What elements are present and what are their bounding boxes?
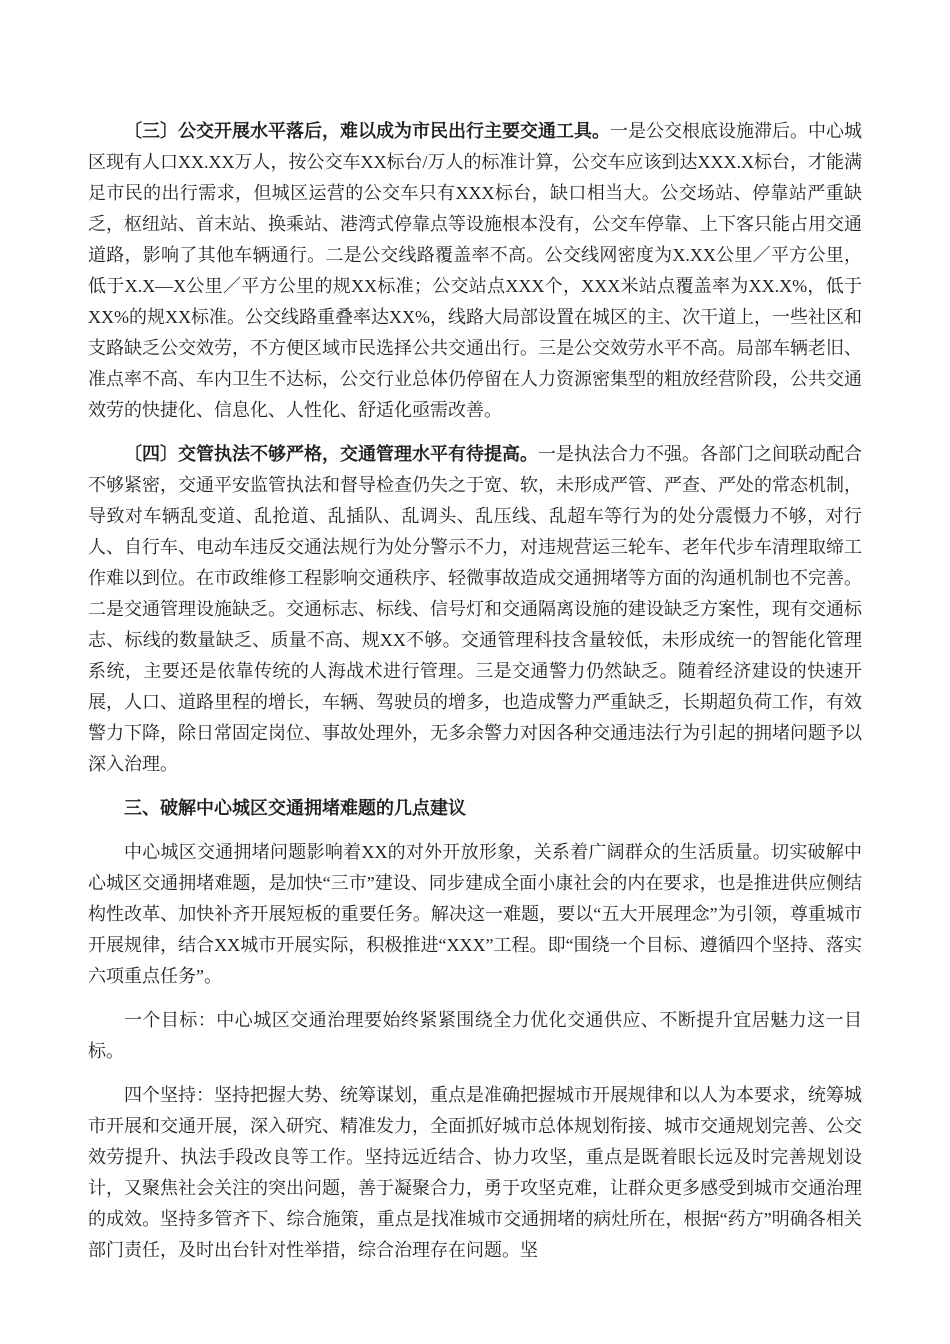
paragraph-lead: 〔四〕交管执法不够严格，交通管理水平有待提高。 [124, 444, 538, 464]
paragraph-body: 一是执法合力不强。各部门之间联动配合不够紧密，交通平安监管执法和督导检查仍失之于宽、软，未形成严管、严查、严处的常态机制，导致对车辆乱变道、乱抢道、乱插队、乱调头、乱压线、乱超车等行为的处分震慑力不够，对行人、自行车、电动车违反交通法规行为处分警示不力，对违规营运三轮车、老年代步车清理取缔工作难以到位。在市政维修工程影响交通秩序、轻微事故造成交通拥堵等方面的沟通机制也不完善。二是交通管理设施缺乏。交通标志、标线、信号灯和交通隔离设施的建设缺乏方案性，现有交通标志、标线的数量缺乏、质量不高、规XX不够。交通管理科技含量较低，未形成统一的智能化管理系统，主要还是依靠传统的人海战术进行管理。三是交通警力仍然缺乏。随着经济建设的快速开展，人口、道路里程的增长，车辆、驾驶员的增多，也造成警力严重缺乏，长期超负荷工作，有效警力下降，除日常固定岗位、事故处理外，无多余警力对因各种交通违法行为引起的拥堵问题予以深入治理。 [88, 444, 862, 774]
paragraph-four-persistences: 四个坚持：坚持把握大势、统筹谋划，重点是准确把握城市开展规律和以人为本要求，统筹城市开展和交通开展，深入研究、精准发力，全面抓好城市总体规划衔接、城市交通规划完善、公交效劳提升、执法手段改良等工作。坚持远近结合、协力攻坚，重点是既着眼长远及时完善规划设计，又聚焦社会关注的突出问题，善于凝聚合力，勇于攻坚克难，让群众更多感受到城市交通治理的成效。坚持多管齐下、综合施策，重点是找准城市交通拥堵的病灶所在，根据“药方”明确各相关部门责任，及时出台针对性举措，综合治理存在问题。坚 [88, 1085, 862, 1260]
paragraph-body: 一是公交根底设施滞后。中心城区现有人口XX.XX万人，按公交车XX标台/万人的标准计算，公交车应该到达XXX.X标台，才能满足市民的出行需求，但城区运营的公交车只有XXX标台，缺口相当大。公交场站、停靠站严重缺乏，枢纽站、首末站、换乘站、港湾式停靠点等设施根本没有，公交车停靠、上下客只能占用交通道路，影响了其他车辆通行。二是公交线路覆盖率不高。公交线网密度为X.XX公里／平方公里，低于X.X—X公里／平方公里的规XX标准；公交站点XXX个，XXX米站点覆盖率为XX.X%，低于XX%的规XX标准。公交线路重叠率达XX%，线路大局部设置在城区的主、次干道上，一些社区和支路缺乏公交效劳，不方便区域市民选择公共交通出行。三是公交效劳水平不高。局部车辆老旧、准点率不高、车内卫生不达标，公交行业总体仍停留在人力资源密集型的粗放经营阶段，公共交通效劳的快捷化、信息化、人性化、舒适化亟需改善。 [88, 121, 862, 420]
paragraph-lead: 〔三〕公交开展水平落后，难以成为市民出行主要交通工具。 [124, 121, 610, 141]
paragraph-one-goal: 一个目标：中心城区交通治理要始终紧紧围绕全力优化交通供应、不断提升宜居魅力这一目标。 [88, 1010, 862, 1061]
paragraph-section-three [88, 116, 862, 426]
section-heading: 三、破解中心城区交通拥堵难题的几点建议 [124, 798, 466, 818]
paragraph-section-four [88, 439, 862, 780]
paragraph-overview: 中心城区交通拥堵问题影响着XX的对外开放形象，关系着广阔群众的生活质量。切实破解中心城区交通拥堵难题，是加快“三市”建设、同步建成全面小康社会的内在要求，也是推进供应侧结构性改革、加快补齐开展短板的重要任务。解决这一难题，要以“五大开展理念”为引领，尊重城市开展规律，结合XX城市开展实际，积极推进“XXX”工程。即“围绕一个目标、遵循四个坚持、落实六项重点任务”。 [88, 842, 862, 986]
